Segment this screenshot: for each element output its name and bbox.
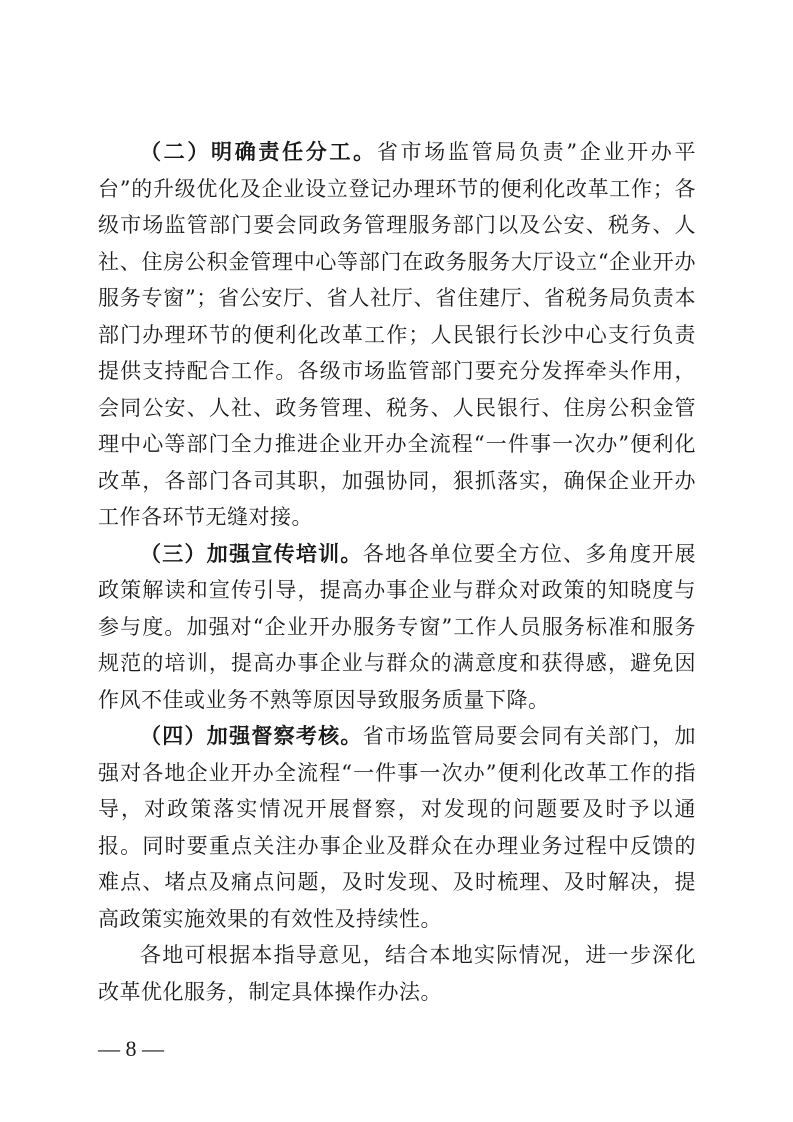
page-number: — 8 — xyxy=(98,1036,164,1061)
paragraph-responsibility xyxy=(98,134,696,536)
paragraph-text: 各地可根据本指导意见，结合本地实际情况，进一步深化改革优化服务，制定具体操作办法。 xyxy=(98,943,696,1004)
paragraph-publicity-training xyxy=(98,536,696,719)
paragraph-closing xyxy=(98,937,696,1010)
paragraph-text: 各地各单位要全方位、多角度开展政策解读和宣传引导，提高办事企业与群众对政策的知晓度与参与度。加强对“企业开办服务专窗”工作人员服务标准和服务规范的培训，提高办事企业与群众的满意度和获得感，避免因作风不佳或业务不熟等原因导致服务质量下降。 xyxy=(98,541,697,712)
section-heading: （四）加强督察考核。 xyxy=(140,724,363,748)
document-body xyxy=(98,134,696,1010)
paragraph-text: 省市场监管局要会同有关部门，加强对各地企业开办全流程“一件事一次办”便利化改革工作的指导，对政策落实情况开展督察，对发现的问题要及时予以通报。同时要重点关注办事企业及群众在办理业务过程中反馈的难点、堵点及痛点问题，及时发现、及时梳理、及时解决，提高政策实施效果的有效性及持续性。 xyxy=(98,724,697,931)
section-heading: （三）加强宣传培训。 xyxy=(140,541,363,566)
section-heading: （二）明确责任分工。 xyxy=(140,140,377,164)
paragraph-supervision xyxy=(98,718,696,937)
paragraph-text: 省市场监管局负责”企业开办平台”的升级优化及企业设立登记办理环节的便利化改革工作；各级市场监管部门要会同政务管理服务部门以及公安、税务、人社、住房公积金管理中心等部门在政务服务大厅设立“企业开办服务专窗”；省公安厅、省人社厅、省住建厅、省税务局负责本部门办理环节的便利化改革工作；人民银行长沙中心支行负责提供支持配合工作。各级市场监管部门要充分发挥牵头作用，会同公安、人社、政务管理、税务、人民银行、住房公积金管理中心等部门全力推进企业开办全流程“一件事一次办”便利化改革，各部门各司其职，加强协同，狠抓落实，确保企业开办工作各环节无缝对接。 xyxy=(98,140,696,529)
